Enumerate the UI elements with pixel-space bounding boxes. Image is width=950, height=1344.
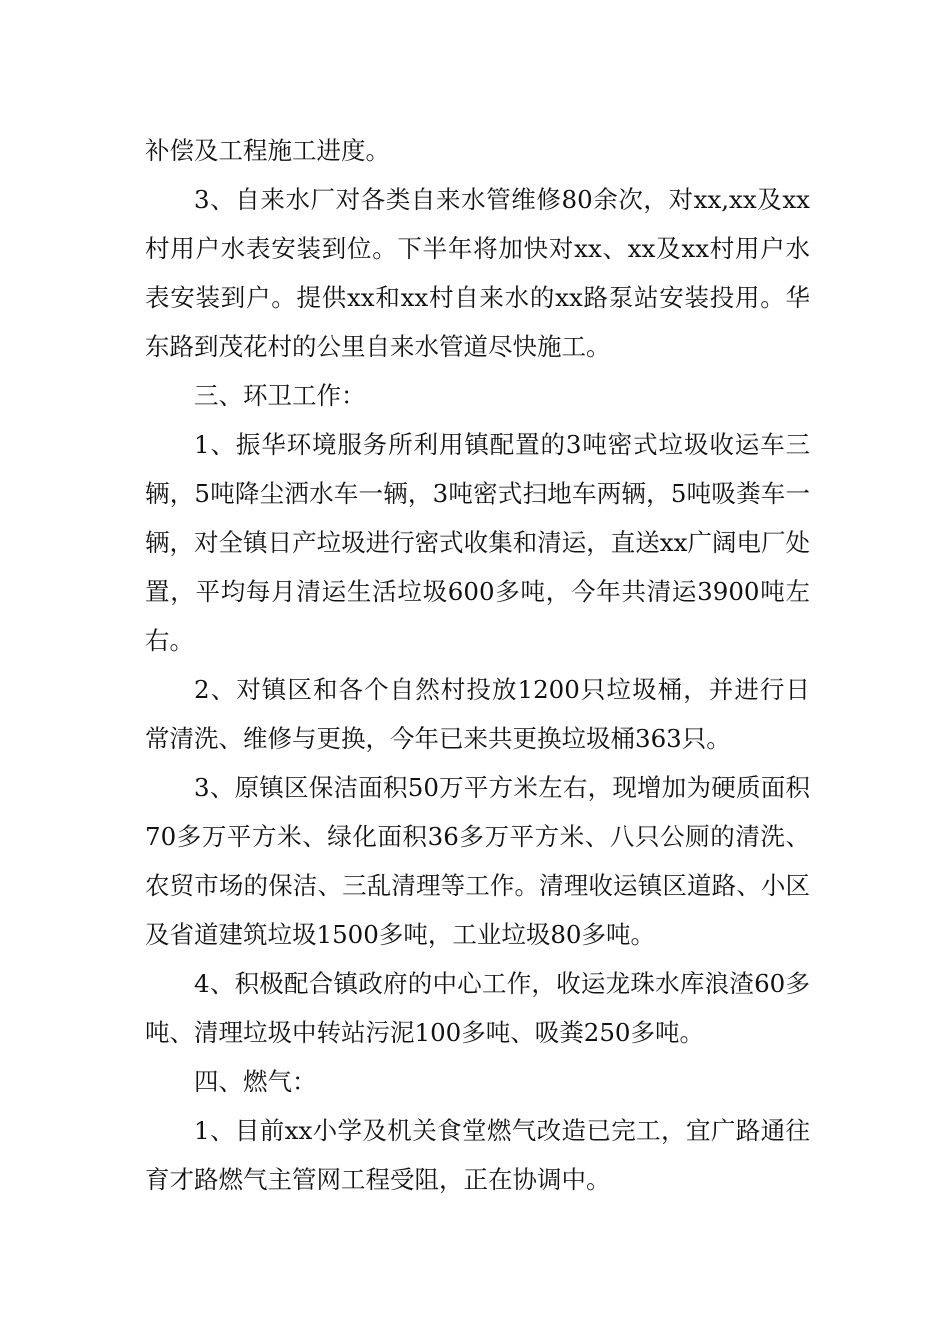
paragraph-continuation: 补偿及工程施工进度。 xyxy=(145,136,390,165)
paragraph-gas-item-1: 1、目前xx小学及机关食堂燃气改造已完工，宜广路通往育才路燃气主管网工程受阻，正在协调中。 xyxy=(145,1116,810,1194)
paragraph-sanitation-item-3: 3、原镇区保洁面积50万平方米左右，现增加为硬质面积70多万平方米、绿化面积36多万平方米、八只公厕的清洗、农贸市场的保洁、三乱清理等工作。清理收运镇区道路、小区及省道建筑垃圾1500多吨，工业垃圾80多吨。 xyxy=(145,773,810,949)
section-heading-gas: 四、燃气： xyxy=(194,1067,317,1096)
paragraph-water-plant: 3、自来水厂对各类自来水管维修80余次，对xx,xx及xx村用户水表安装到位。下半年将加快对xx、xx及xx村用户水表安装到户。提供xx和xx村自来水的xx路泵站安装投用。华东路到茂花村的公里自来水管道尽快施工。 xyxy=(145,185,810,361)
section-heading-sanitation: 三、环卫工作： xyxy=(194,381,366,410)
paragraph-sanitation-item-2: 2、对镇区和各个自然村投放1200只垃圾桶，并进行日常清洗、维修与更换，今年已来共更换垃圾桶363只。 xyxy=(145,675,810,753)
paragraph-sanitation-item-4: 4、积极配合镇政府的中心工作，收运龙珠水库浪渣60多吨、清理垃圾中转站污泥100多吨、吸粪250多吨。 xyxy=(145,969,810,1047)
document-body xyxy=(145,126,810,1204)
paragraph-sanitation-item-1: 1、振华环境服务所利用镇配置的3吨密式垃圾收运车三辆，5吨降尘洒水车一辆，3吨密式扫地车两辆，5吨吸粪车一辆，对全镇日产垃圾进行密式收集和清运，直送xx广阔电厂处置，平均每月清运生活垃圾600多吨，今年共清运3900吨左右。 xyxy=(145,430,810,655)
